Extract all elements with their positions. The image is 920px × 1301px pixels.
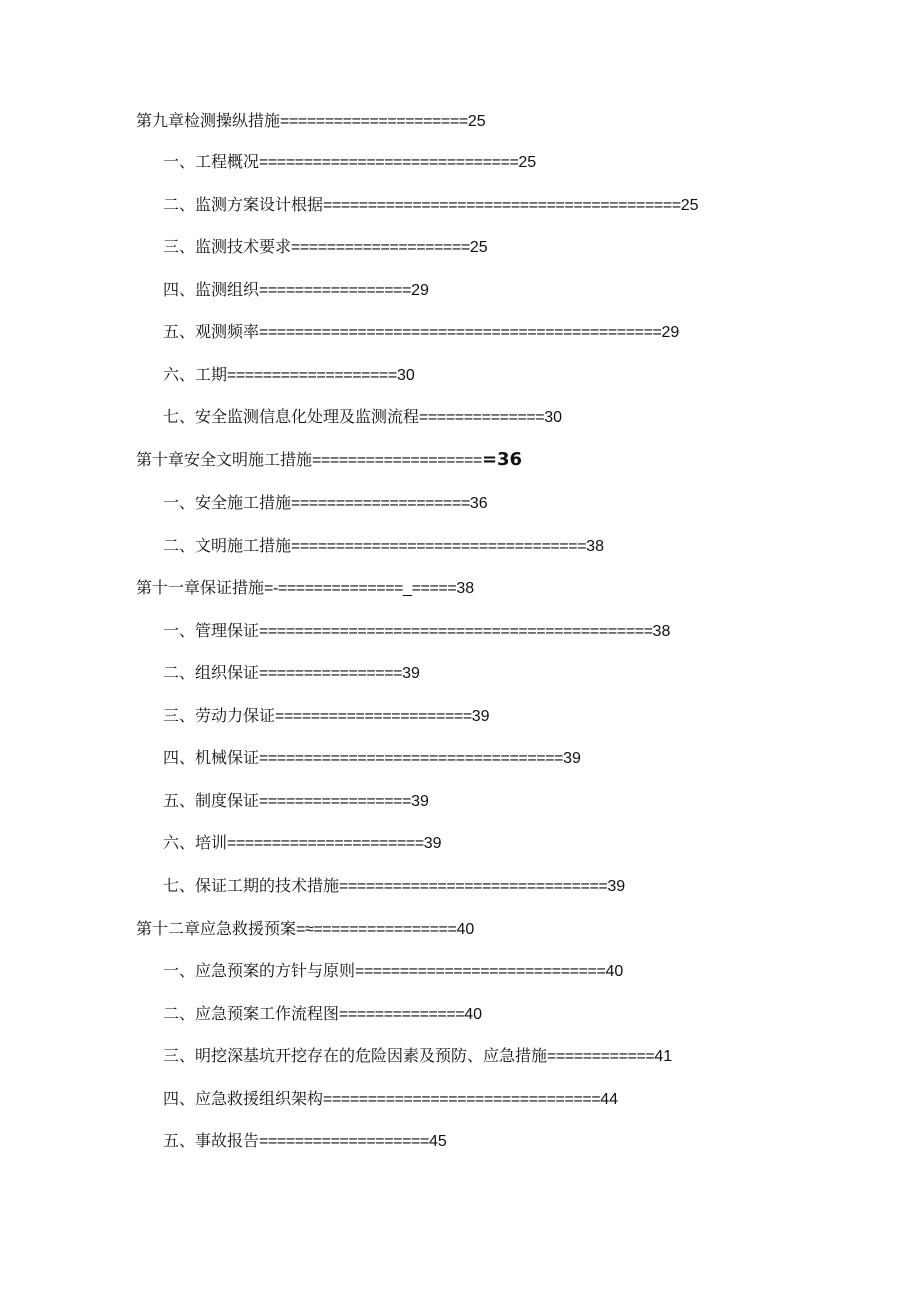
toc-chapter-12 bbox=[136, 918, 474, 941]
toc-section bbox=[163, 151, 536, 174]
toc-leader: ============================================ bbox=[259, 623, 653, 640]
toc-leader: ============== bbox=[419, 409, 545, 426]
toc-section bbox=[163, 236, 488, 259]
toc-leader: ============== bbox=[339, 1006, 465, 1023]
toc-page-number: 39 bbox=[563, 750, 581, 767]
toc-leader: =≈================ bbox=[296, 921, 457, 938]
toc-section bbox=[163, 321, 679, 344]
toc-title: 七、保证工期的技术措施 bbox=[163, 876, 340, 895]
toc-chapter-11 bbox=[136, 577, 474, 600]
toc-page-number: 29 bbox=[411, 282, 429, 299]
toc-section bbox=[163, 1045, 672, 1068]
toc-leader: ============================== bbox=[339, 878, 608, 895]
toc-title: 四、监测组织 bbox=[163, 280, 260, 299]
toc-title: 三、劳动力保证 bbox=[163, 706, 276, 725]
toc-title: 三、监测技术要求 bbox=[163, 237, 292, 256]
toc-leader: ================= bbox=[259, 793, 412, 810]
toc-page-number: 39 bbox=[411, 793, 429, 810]
toc-title: 四、应急救援组织架构 bbox=[163, 1089, 324, 1108]
toc-title: 一、安全施工措施 bbox=[163, 493, 292, 512]
toc-section bbox=[163, 492, 488, 515]
toc-section bbox=[163, 279, 429, 302]
toc-page-number: 39 bbox=[607, 878, 626, 895]
toc-title: 二、文明施工措施 bbox=[163, 536, 292, 555]
toc-page-number: 40 bbox=[464, 1006, 483, 1023]
toc-title: 一、应急预案的方针与原则 bbox=[163, 961, 356, 980]
toc-leader: ============================= bbox=[259, 154, 519, 171]
toc-title: 二、监测方案设计根据 bbox=[163, 195, 324, 214]
toc-leader: ====================== bbox=[227, 835, 424, 852]
toc-page-number: 39 bbox=[402, 665, 420, 682]
toc-title: 六、培训 bbox=[163, 833, 228, 852]
toc-title: 一、管理保证 bbox=[163, 621, 260, 640]
toc-title: 一、工程概况 bbox=[163, 152, 260, 171]
toc-page-number: 30 bbox=[396, 367, 415, 384]
toc-page-number: 41 bbox=[654, 1048, 673, 1065]
toc-page-number: 29 bbox=[661, 324, 680, 341]
toc-leader: ============================ bbox=[355, 963, 606, 980]
toc-title: 五、观测频率 bbox=[163, 322, 260, 341]
toc-section bbox=[163, 535, 604, 558]
toc-page-number: 38 bbox=[652, 623, 671, 640]
toc-title: 五、制度保证 bbox=[163, 791, 260, 810]
toc-leader: =================== bbox=[259, 1133, 429, 1150]
toc-title: 第十二章应急救援预案 bbox=[136, 919, 297, 938]
toc-section bbox=[163, 662, 420, 685]
toc-leader: =============================== bbox=[323, 1091, 601, 1108]
toc-title: 二、应急预案工作流程图 bbox=[163, 1004, 340, 1023]
toc-title: 七、安全监测信息化处理及监测流程 bbox=[163, 407, 420, 426]
toc-page-number: 45 bbox=[428, 1133, 447, 1150]
toc-section bbox=[163, 747, 581, 770]
toc-chapter-9 bbox=[136, 110, 486, 133]
toc-leader: ============================================= bbox=[259, 324, 662, 341]
toc-title: 第十一章保证措施 bbox=[136, 578, 265, 597]
toc-page-number: 39 bbox=[471, 708, 490, 725]
toc-section bbox=[163, 960, 623, 983]
toc-leader: =================== bbox=[227, 367, 397, 384]
toc-leader: ======================================== bbox=[323, 197, 681, 214]
toc-section bbox=[163, 1130, 447, 1153]
toc-leader: ==================== bbox=[291, 495, 470, 512]
toc-section bbox=[163, 1088, 618, 1111]
toc-page-number: 39 bbox=[423, 835, 442, 852]
toc-title: 四、机械保证 bbox=[163, 748, 260, 767]
toc-page-number: 25 bbox=[680, 197, 699, 214]
toc-leader: ====================== bbox=[275, 708, 472, 725]
toc-title: 第十章安全文明施工措施 bbox=[136, 450, 313, 469]
toc-page-number: 30 bbox=[544, 409, 563, 426]
toc-page-number: 44 bbox=[600, 1091, 619, 1108]
toc-chapter-10 bbox=[136, 449, 522, 472]
toc-section bbox=[163, 406, 562, 429]
toc-page-number: 38 bbox=[586, 538, 604, 555]
toc-leader: ============ bbox=[547, 1048, 655, 1065]
toc-title: 六、工期 bbox=[163, 365, 228, 384]
toc-title: 第九章检测操纵措施 bbox=[136, 111, 281, 130]
toc-page-number: 40 bbox=[456, 921, 475, 938]
toc-section bbox=[163, 620, 670, 643]
toc-section bbox=[163, 832, 442, 855]
toc-leader: ================= bbox=[259, 282, 412, 299]
toc-page-number: =36 bbox=[481, 449, 523, 470]
toc-page-number: 25 bbox=[469, 239, 488, 256]
toc-leader: ================================== bbox=[259, 750, 564, 767]
toc-leader: ===================== bbox=[280, 113, 468, 130]
toc-page-number: 36 bbox=[469, 495, 488, 512]
toc-leader: =-==============_===== bbox=[264, 580, 457, 597]
toc-page-number: 25 bbox=[518, 154, 537, 171]
toc-leader: ==================== bbox=[291, 239, 470, 256]
toc-title: 三、明挖深基坑开挖存在的危险因素及预防、应急措施 bbox=[163, 1046, 548, 1065]
toc-section bbox=[163, 1003, 482, 1026]
toc-title: 五、事故报告 bbox=[163, 1131, 260, 1150]
toc-section bbox=[163, 705, 490, 728]
toc-section bbox=[163, 875, 625, 898]
toc-leader: =================== bbox=[312, 452, 482, 469]
toc-leader: ================ bbox=[259, 665, 403, 682]
toc-section bbox=[163, 194, 699, 217]
toc-leader: ================================= bbox=[291, 538, 587, 555]
toc-page-number: 25 bbox=[467, 113, 486, 130]
toc-section bbox=[163, 364, 415, 387]
toc-page-number: 38 bbox=[456, 580, 475, 597]
toc-page-number: 40 bbox=[605, 963, 624, 980]
toc-section bbox=[163, 790, 429, 813]
toc-title: 二、组织保证 bbox=[163, 663, 260, 682]
